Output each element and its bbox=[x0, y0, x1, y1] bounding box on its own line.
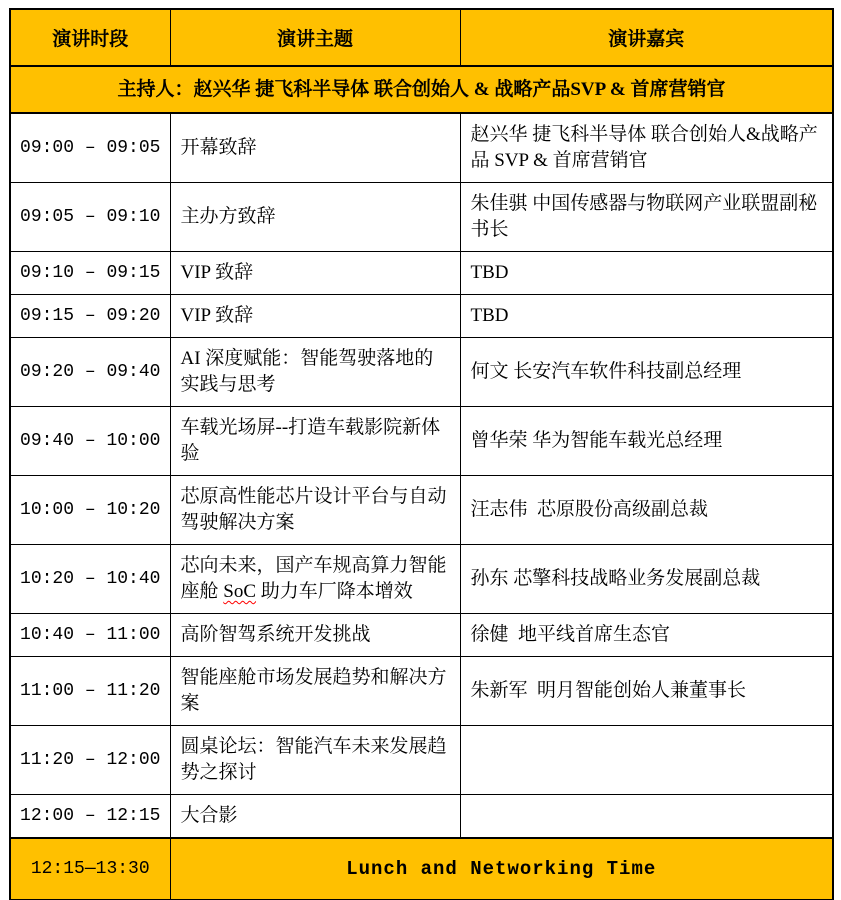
session-topic-cell: 车载光场屏--打造车载影院新体验 bbox=[170, 407, 460, 476]
session-guest-cell bbox=[460, 795, 833, 839]
session-row bbox=[10, 476, 833, 545]
spellcheck-underline: SoC bbox=[223, 581, 257, 602]
session-row bbox=[10, 338, 833, 407]
session-topic-cell: VIP 致辞 bbox=[170, 295, 460, 338]
session-row bbox=[10, 726, 833, 795]
header-topic: 演讲主题 bbox=[170, 9, 460, 66]
session-time-cell: 11:20 – 12:00 bbox=[10, 726, 170, 795]
session-row bbox=[10, 113, 833, 183]
session-topic-cell: VIP 致辞 bbox=[170, 252, 460, 295]
session-guest-cell bbox=[460, 726, 833, 795]
moderator-cell: 主持人：赵兴华 捷飞科半导体 联合创始人 & 战略产品SVP & 首席营销官 bbox=[10, 66, 833, 113]
session-time-cell: 09:10 – 09:15 bbox=[10, 252, 170, 295]
header-row bbox=[10, 9, 833, 66]
session-topic-cell: 智能座舱市场发展趋势和解决方案 bbox=[170, 657, 460, 726]
session-guest-cell: 何文 长安汽车软件科技副总经理 bbox=[460, 338, 833, 407]
session-topic-cell: 芯原高性能芯片设计平台与自动驾驶解决方案 bbox=[170, 476, 460, 545]
session-guest-cell: 赵兴华 捷飞科半导体 联合创始人&战略产品 SVP & 首席营销官 bbox=[460, 113, 833, 183]
session-row bbox=[10, 614, 833, 657]
session-topic-cell: 圆桌论坛：智能汽车未来发展趋势之探讨 bbox=[170, 726, 460, 795]
session-guest-cell: TBD bbox=[460, 252, 833, 295]
session-guest-cell: 朱新军 明月智能创始人兼董事长 bbox=[460, 657, 833, 726]
session-guest-cell: 朱佳骐 中国传感器与物联网产业联盟副秘书长 bbox=[460, 183, 833, 252]
lunch-label-cell: Lunch and Networking Time bbox=[170, 838, 833, 900]
session-row bbox=[10, 295, 833, 338]
session-body bbox=[10, 113, 833, 838]
session-guest-cell: 孙东 芯擎科技战略业务发展副总裁 bbox=[460, 545, 833, 614]
session-topic-cell: AI 深度赋能：智能驾驶落地的实践与思考 bbox=[170, 338, 460, 407]
session-guest-cell: 徐健 地平线首席生态官 bbox=[460, 614, 833, 657]
session-time-cell: 10:40 – 11:00 bbox=[10, 614, 170, 657]
session-time-cell: 09:20 – 09:40 bbox=[10, 338, 170, 407]
agenda-table bbox=[9, 8, 834, 900]
session-row bbox=[10, 545, 833, 614]
session-topic-cell: 开幕致辞 bbox=[170, 113, 460, 183]
session-topic-cell: 高阶智驾系统开发挑战 bbox=[170, 614, 460, 657]
lunch-time-cell: 12:15—13:30 bbox=[10, 838, 170, 900]
lunch-row bbox=[10, 838, 833, 900]
session-time-cell: 09:15 – 09:20 bbox=[10, 295, 170, 338]
session-topic-cell: 大合影 bbox=[170, 795, 460, 839]
session-row bbox=[10, 657, 833, 726]
session-time-cell: 09:40 – 10:00 bbox=[10, 407, 170, 476]
session-topic-cell: 主办方致辞 bbox=[170, 183, 460, 252]
session-time-cell: 09:00 – 09:05 bbox=[10, 113, 170, 183]
session-row bbox=[10, 795, 833, 839]
session-time-cell: 10:00 – 10:20 bbox=[10, 476, 170, 545]
session-time-cell: 12:00 – 12:15 bbox=[10, 795, 170, 839]
session-guest-cell: TBD bbox=[460, 295, 833, 338]
header-time: 演讲时段 bbox=[10, 9, 170, 66]
session-row bbox=[10, 252, 833, 295]
session-row bbox=[10, 407, 833, 476]
session-time-cell: 10:20 – 10:40 bbox=[10, 545, 170, 614]
session-row bbox=[10, 183, 833, 252]
session-guest-cell: 曾华荣 华为智能车载光总经理 bbox=[460, 407, 833, 476]
session-time-cell: 09:05 – 09:10 bbox=[10, 183, 170, 252]
session-time-cell: 11:00 – 11:20 bbox=[10, 657, 170, 726]
session-topic-cell: 芯向未来，国产车规高算力智能座舱 SoC 助力车厂降本增效 bbox=[170, 545, 460, 614]
header-guest: 演讲嘉宾 bbox=[460, 9, 833, 66]
session-guest-cell: 汪志伟 芯原股份高级副总裁 bbox=[460, 476, 833, 545]
moderator-row bbox=[10, 66, 833, 113]
